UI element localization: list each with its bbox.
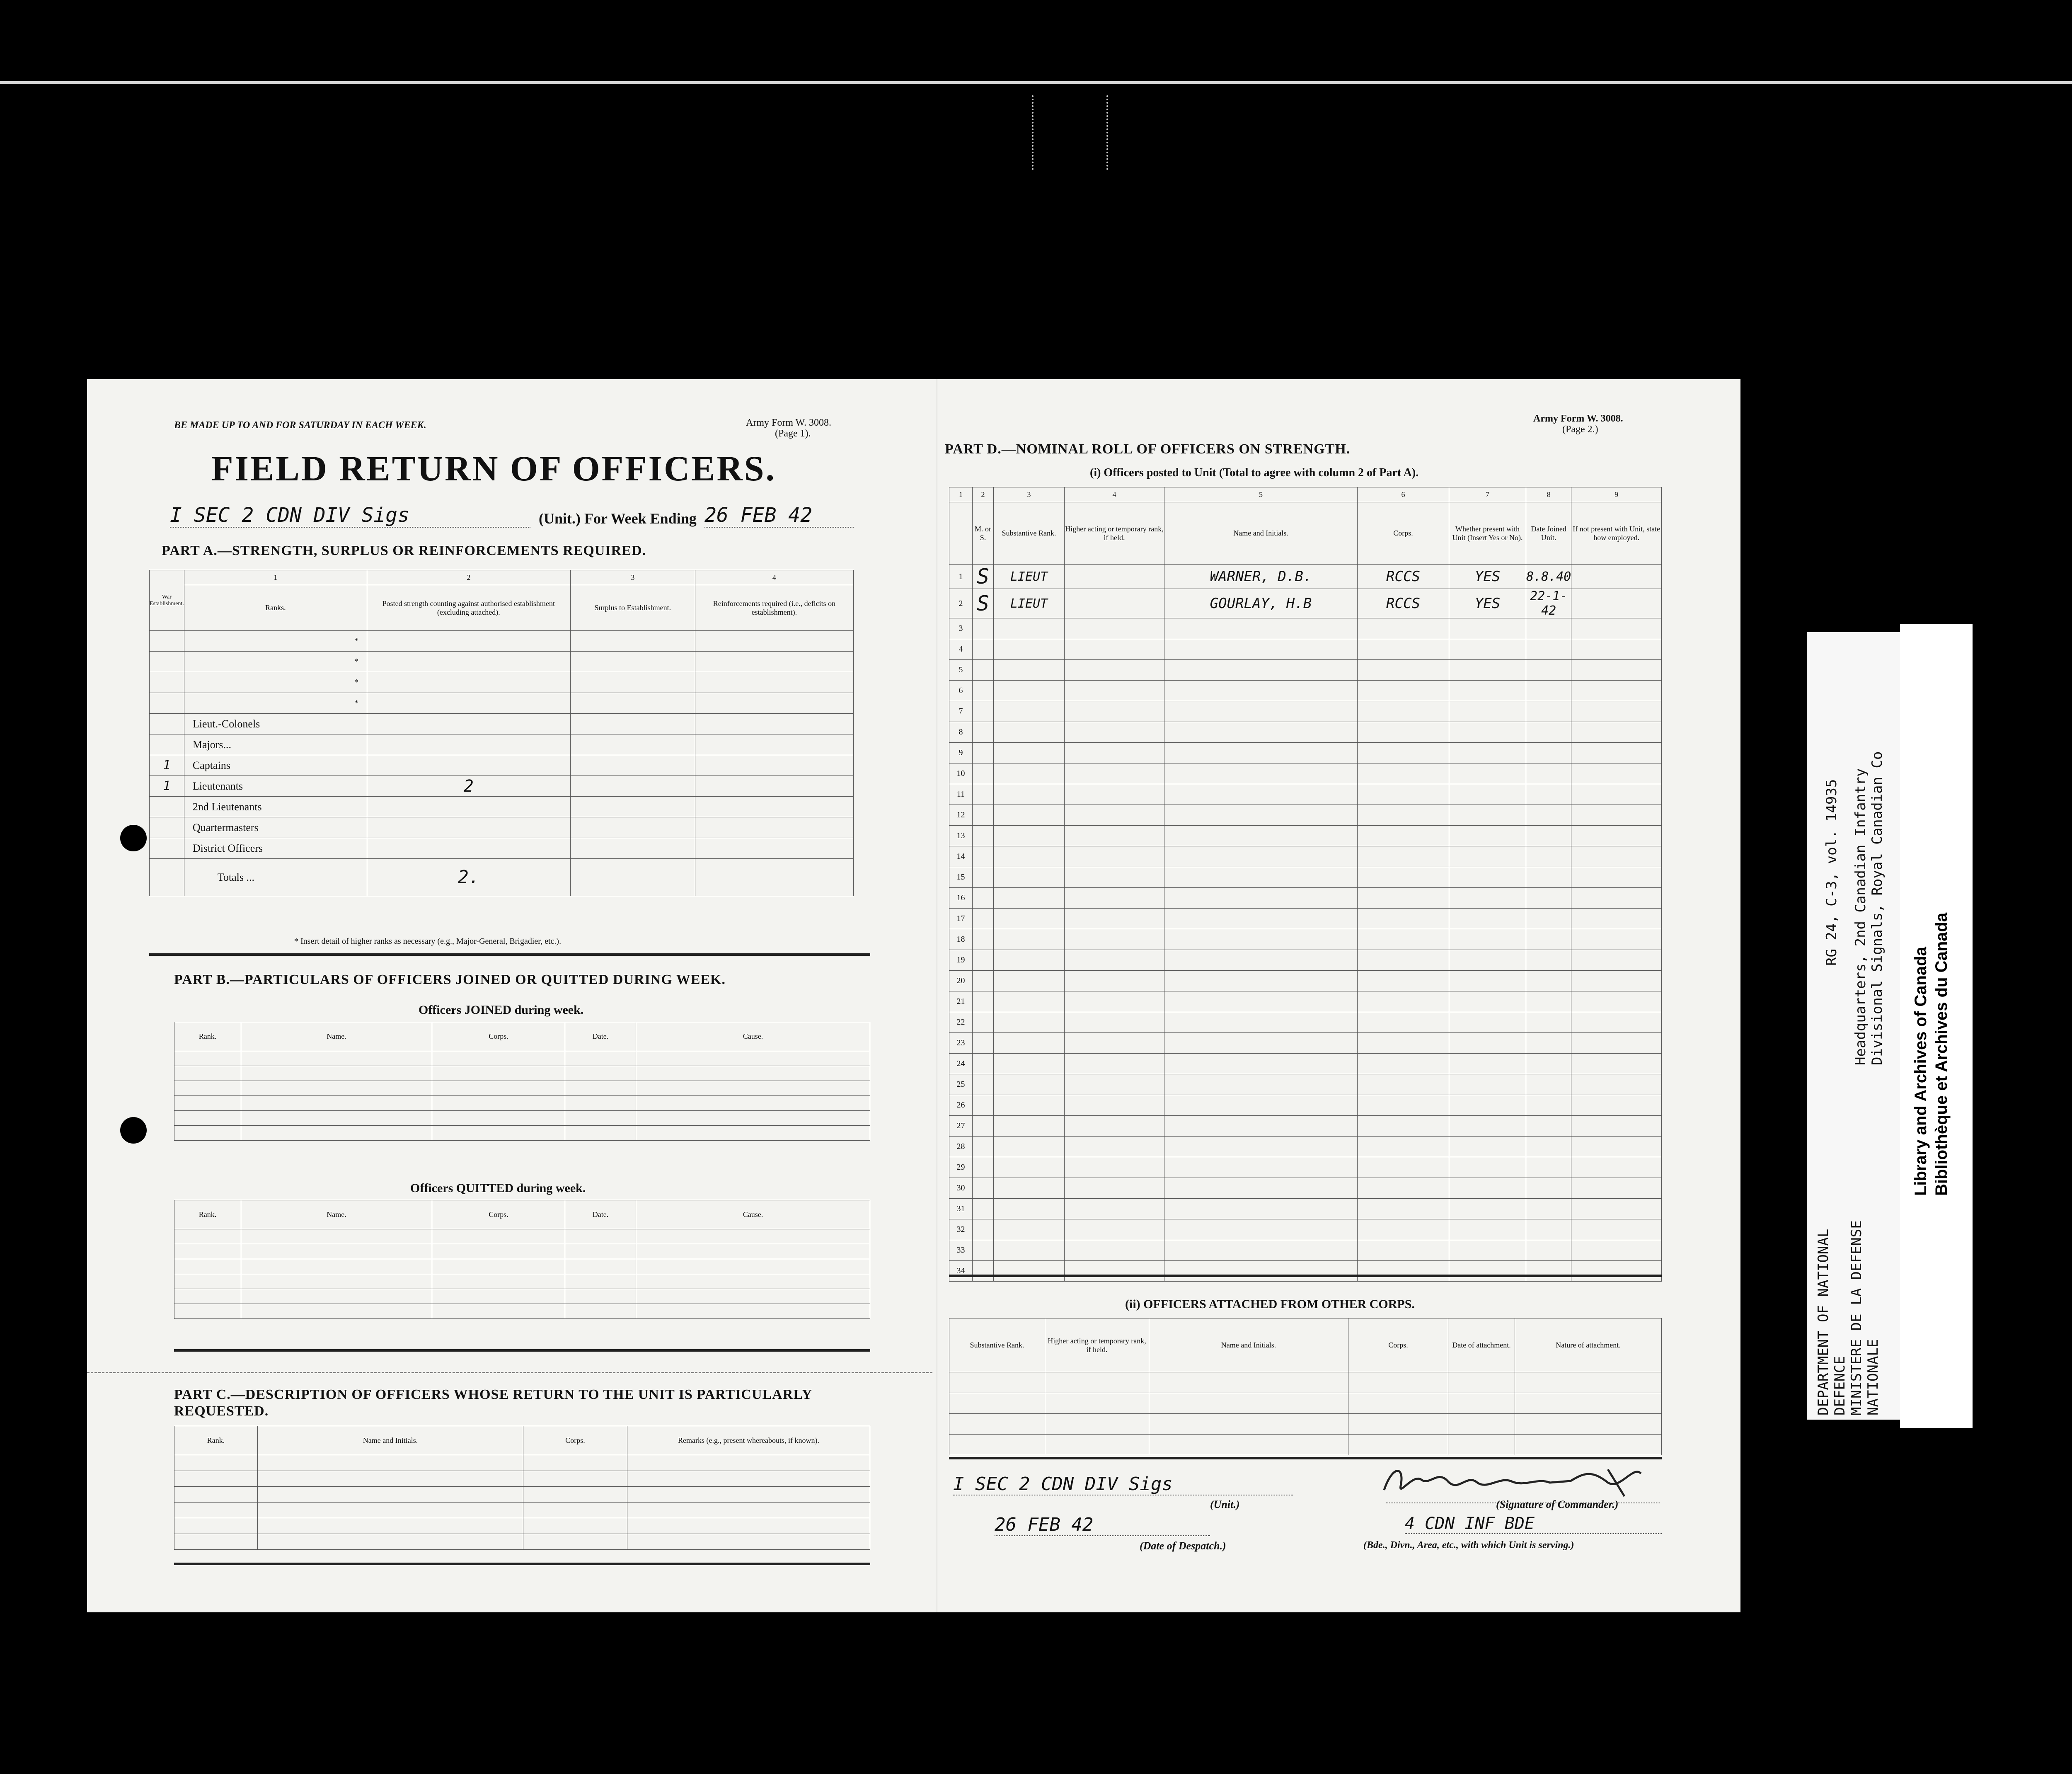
row-number: 7 [949,701,973,722]
row-number: 17 [949,909,973,929]
page-number-1: (Page 1). [775,428,811,439]
week-ending-handwritten: 26 FEB 42 [704,504,854,528]
quitted-table: Rank. Name. Corps. Date. Cause. [174,1200,870,1319]
row-number: 22 [949,1012,973,1033]
part-a-heading: PART A.—STRENGTH, SURPLUS OR REINFORCEMENTS REQUIRED. [162,543,646,558]
lac-label [1900,624,1973,1428]
reinforcements-header: Reinforcements required (i.e., deficits on establishment). [695,585,853,631]
roll-row [949,1012,1662,1033]
part-d-heading: PART D.—NOMINAL ROLL OF OFFICERS ON STRENGTH. [945,441,1351,457]
rank-row: Lieut.-Colonels [150,714,854,734]
roll-row [949,639,1662,660]
form-number-page1: Army Form W. 3008. [746,417,832,428]
roll-row [949,1074,1662,1095]
roll-row [949,1261,1662,1282]
totals-value: 2. [367,859,570,896]
roll-row [949,1157,1662,1178]
roll-row [949,826,1662,846]
quitted-caption: Officers QUITTED during week. [410,1181,586,1195]
name-header: Name and Initials. [1164,502,1358,565]
roll-row [949,784,1662,805]
ms-header: M. or S. [973,502,994,565]
employment-header: If not present with Unit, state how employed. [1571,502,1662,565]
lac-french: Bibliothèque et Archives du Canada [1932,912,1951,1196]
film-top-edge [0,81,2072,84]
roll-row [949,888,1662,909]
form-number-page2: Army Form W. 3008. [1533,413,1623,424]
col-num-4: 4 [695,570,853,585]
roll-row [949,991,1662,1012]
row-number: 23 [949,1033,973,1054]
attached-heading: (ii) OFFICERS ATTACHED FROM OTHER CORPS. [1125,1297,1415,1311]
row-number: 9 [949,743,973,763]
roll-row [949,1033,1662,1054]
perforation-line [87,1372,932,1373]
row-number: 28 [949,1137,973,1157]
attached-table: Substantive Rank. Higher acting or temporary rank, if held. Name and Initials. Corps. Date of attachment. Nature of attachment. [949,1318,1662,1455]
record-group-label: RG 24, C-3, vol. 14935 [1823,779,1840,966]
row-number: 12 [949,805,973,826]
punch-hole-1 [120,825,147,851]
despatch-date-handwritten: 26 FEB 42 [995,1514,1210,1536]
row-number: 24 [949,1054,973,1074]
row-number: 15 [949,867,973,888]
roll-row [949,1199,1662,1219]
roll-row [949,618,1662,639]
roll-row [949,681,1662,701]
brigade-label: (Bde., Divn., Area, etc., with which Unit is serving.) [1363,1540,1574,1551]
row-number: 34 [949,1261,973,1282]
row-number: 13 [949,826,973,846]
row-number: 6 [949,681,973,701]
roll-row [949,1116,1662,1137]
row-number: 29 [949,1157,973,1178]
part-a-footnote: * Insert detail of higher ranks as necessary (e.g., Major-General, Brigadier, etc.). [294,937,562,946]
row-number: 26 [949,1095,973,1116]
totals-label: Totals ... [184,859,367,896]
roll-row [949,1178,1662,1199]
frame-mark-left [1032,95,1038,170]
roll-row: 1 S LIEUT WARNER, D.B. RCCS YES 8.8.40 [949,565,1662,589]
rank-row: Quartermasters [150,817,854,838]
rank-row: * [150,652,854,672]
row-number: 5 [949,660,973,681]
punch-hole-2 [120,1117,147,1144]
part-d-subheading: (i) Officers posted to Unit (Total to agree with column 2 of Part A). [1090,466,1419,479]
roll-row [949,1137,1662,1157]
roll-row [949,1054,1662,1074]
acting-rank-header: Higher acting or temporary rank, if held. [1065,502,1164,565]
roll-row [949,1240,1662,1261]
roll-row [949,950,1662,971]
joined-caption: Officers JOINED during week. [419,1003,584,1017]
present-header: Whether present with Unit (Insert Yes or No). [1449,502,1526,565]
war-establishment-label: War Establishment. [150,594,184,607]
row-number: 30 [949,1178,973,1199]
col-num-3: 3 [570,570,695,585]
col-num-2: 2 [367,570,570,585]
surplus-header: Surplus to Establishment. [570,585,695,631]
row-number: 8 [949,722,973,743]
nominal-roll-table: 1 2 3 4 5 6 7 8 9 M. or S. Substantive Rank. Higher acting or temporary rank, if held. Name and Initials. Corps. Whether present with Unit (Insert Yes or No). Date Joined Unit. If not present with Unit, state how employed. 1 S LIEUT WARNER, D.B. RCCS YES 8.8.40 2 S LIEUT GOURLAY, H.B RCCS YES 22-1-42 3 4 5 6 7 8 9 10 11 12 13 14 15 16 17 18 19 20 21 22 23 24 25 26 27 28 29 30 31 32 33 34 [949,487,1662,1282]
roll-row [949,846,1662,867]
rank-row: 1 Captains [150,755,854,776]
rank-row: Majors... [150,734,854,755]
rank-row: District Officers [150,838,854,859]
footer-unit-handwritten: I SEC 2 CDN DIV Sigs [953,1473,1293,1495]
col-num-1: 1 [184,570,367,585]
signature-label: (Signature of Commander.) [1496,1498,1619,1510]
roll-row [949,1219,1662,1240]
roll-row [949,660,1662,681]
rank-row: * [150,672,854,693]
row-number: 18 [949,929,973,950]
roll-row [949,909,1662,929]
field-return-sheet [87,379,1740,1612]
unit-handwritten: I SEC 2 CDN DIV Sigs [170,504,530,528]
row-number: 3 [949,618,973,639]
totals-row [150,859,854,896]
footer-unit-label: (Unit.) [1210,1498,1240,1510]
row-number: 20 [949,971,973,991]
roll-row [949,867,1662,888]
roll-row [949,1095,1662,1116]
roll-row [949,743,1662,763]
divider [174,1349,870,1352]
roll-row [949,722,1662,743]
row-number: 32 [949,1219,973,1240]
part-b-heading: PART B.—PARTICULARS OF OFFICERS JOINED OR QUITTED DURING WEEK. [174,972,726,987]
frame-mark-right [1106,95,1112,170]
roll-row [949,701,1662,722]
rank-row: * [150,631,854,652]
row-number: 14 [949,846,973,867]
rank-row: 1 Lieutenants 2 [150,776,854,797]
despatch-date-label: (Date of Despatch.) [1140,1540,1226,1552]
row-number: 19 [949,950,973,971]
posted-strength-header: Posted strength counting against authorised establishment (excluding attached). [367,585,570,631]
header-instruction: BE MADE UP TO AND FOR SATURDAY IN EACH WEEK. [174,420,426,431]
brigade-handwritten: 4 CDN INF BDE [1405,1514,1662,1534]
ranks-header: Ranks. [184,585,367,631]
corps-header: Corps. [1358,502,1449,565]
row-number: 27 [949,1116,973,1137]
joined-table: Rank. Name. Corps. Date. Cause. [174,1022,870,1141]
divider [174,1563,870,1565]
rank-row: * [150,693,854,714]
department-label: DEPARTMENT OF NATIONAL DEFENCE MINISTERE DE LA DEFENSE NATIONALE [1815,1220,1881,1415]
form-title: FIELD RETURN OF OFFICERS. [211,448,777,488]
row-number: 10 [949,763,973,784]
date-joined-header: Date Joined Unit. [1526,502,1571,565]
part-c-table: Rank. Name and Initials. Corps. Remarks (e.g., present whereabouts, if known). [174,1426,870,1550]
roll-row [949,763,1662,784]
part-a-table [149,570,854,896]
divider [149,953,870,956]
roll-row [949,805,1662,826]
row-number: 11 [949,784,973,805]
row-number: 4 [949,639,973,660]
row-number: 21 [949,991,973,1012]
rank-row: 2nd Lieutenants [150,797,854,817]
roll-row [949,929,1662,950]
row-number: 16 [949,888,973,909]
substantive-rank-header: Substantive Rank. [994,502,1065,565]
divider [949,1275,1662,1277]
part-c-heading: PART C.—DESCRIPTION OF OFFICERS WHOSE RETURN TO THE UNIT IS PARTICULARLY REQUESTED. [174,1387,812,1419]
roll-row: 2 S LIEUT GOURLAY, H.B RCCS YES 22-1-42 [949,589,1662,618]
lac-english: Library and Archives of Canada [1912,947,1930,1196]
roll-row [949,971,1662,991]
row-number: 25 [949,1074,973,1095]
page-number-2: (Page 2.) [1562,424,1598,435]
unit-label: (Unit.) For Week Ending [539,510,697,527]
unit-description-label: Headquarters, 2nd Canadian Infantry Divisional Signals, Royal Canadian Co [1852,751,1886,1065]
row-number: 31 [949,1199,973,1219]
row-number: 33 [949,1240,973,1261]
